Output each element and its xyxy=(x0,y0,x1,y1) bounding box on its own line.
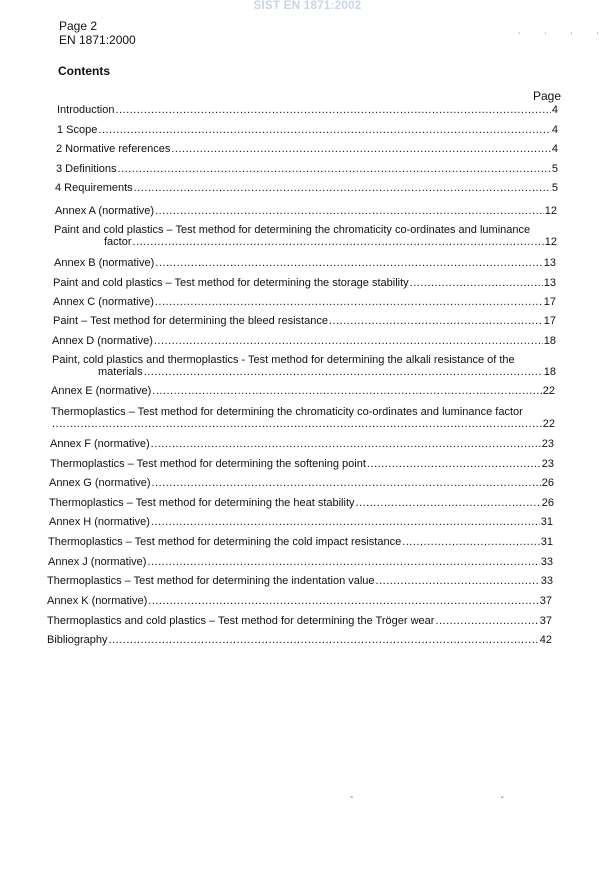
page-number-header: Page 2 xyxy=(59,19,98,33)
toc-entry-annex-f[interactable]: Annex F (normative) ..... 23 xyxy=(50,438,554,450)
toc-entry-annex-e[interactable]: Annex E (normative) ..... 22 xyxy=(51,385,555,397)
toc-entry-annex-b[interactable]: Annex B (normative) ..... 13 xyxy=(54,257,556,269)
scan-specks: ˙ ˙ ˙ ˙ xyxy=(518,32,610,43)
contents-title: Contents xyxy=(58,64,110,78)
toc-entry-annex-d[interactable]: Annex D (normative) ..... 18 xyxy=(52,335,556,347)
toc-entry-annex-a-title[interactable]: Paint and cold plastics – Test method for determining the chromaticity co-ordinates and luminance factor ..... 12 xyxy=(54,224,557,248)
toc-entry-annex-e-title[interactable]: Thermoplastics – Test method for determining the chromaticity co-ordinates and luminance factor ..... 22 xyxy=(51,406,555,430)
toc-entry-annex-h[interactable]: Annex H (normative) ..... 31 xyxy=(49,516,553,528)
toc-entry-annex-f-title[interactable]: Thermoplastics – Test method for determining the softening point ..... 23 xyxy=(50,458,554,470)
toc-entry-annex-d-title[interactable]: Paint, cold plastics and thermoplastics - Test method for determining the alkali resistance of the materials ..... 18 xyxy=(52,354,556,378)
toc-entry-annex-h-title[interactable]: Thermoplastics – Test method for determining the cold impact resistance ..... 31 xyxy=(48,536,553,548)
toc-entry-annex-k[interactable]: Annex K (normative) ..... 37 xyxy=(47,595,552,607)
toc-entry-definitions[interactable]: 3 Definitions ..... 5 xyxy=(56,163,558,175)
toc-entry-annex-j[interactable]: Annex J (normative) ..... 33 xyxy=(48,556,553,568)
toc-entry-annex-c[interactable]: Annex C (normative) ..... 17 xyxy=(53,296,556,308)
toc-entry-annex-k-title[interactable]: Thermoplastics and cold plastics – Test method for determining the Tröger wear ..... 37 xyxy=(47,615,552,627)
toc-entry-scope[interactable]: 1 Scope ..... 4 xyxy=(57,124,558,136)
toc-entry-annex-b-title[interactable]: Paint and cold plastics – Test method for determining the storage stability ..... 13 xyxy=(53,277,556,289)
toc-entry-introduction[interactable]: Introduction ..... 4 xyxy=(57,104,558,116)
toc-entry-annex-g-title[interactable]: Thermoplastics – Test method for determining the heat stability ..... 26 xyxy=(49,497,554,509)
toc-entry-annex-c-title[interactable]: Paint – Test method for determining the bleed resistance ..... 17 xyxy=(53,315,556,327)
toc-entry-normative-references[interactable]: 2 Normative references ..... 4 xyxy=(56,143,558,155)
scan-specks-bottom: - - xyxy=(350,792,504,803)
toc-entry-annex-a[interactable]: Annex A (normative) ..... 12 xyxy=(55,205,557,217)
toc-entry-bibliography[interactable]: Bibliography ..... 42 xyxy=(47,634,552,646)
toc-entry-annex-g[interactable]: Annex G (normative) ..... 26 xyxy=(49,477,554,489)
toc-entry-annex-j-title[interactable]: Thermoplastics – Test method for determining the indentation value ..... 33 xyxy=(47,575,553,587)
watermark: SIST EN 1871:2002 xyxy=(253,0,362,12)
standard-number-header: EN 1871:2000 xyxy=(59,33,136,47)
toc-entry-requirements[interactable]: 4 Requirements ..... 5 xyxy=(55,182,558,194)
page-column-label: Page xyxy=(533,89,562,103)
